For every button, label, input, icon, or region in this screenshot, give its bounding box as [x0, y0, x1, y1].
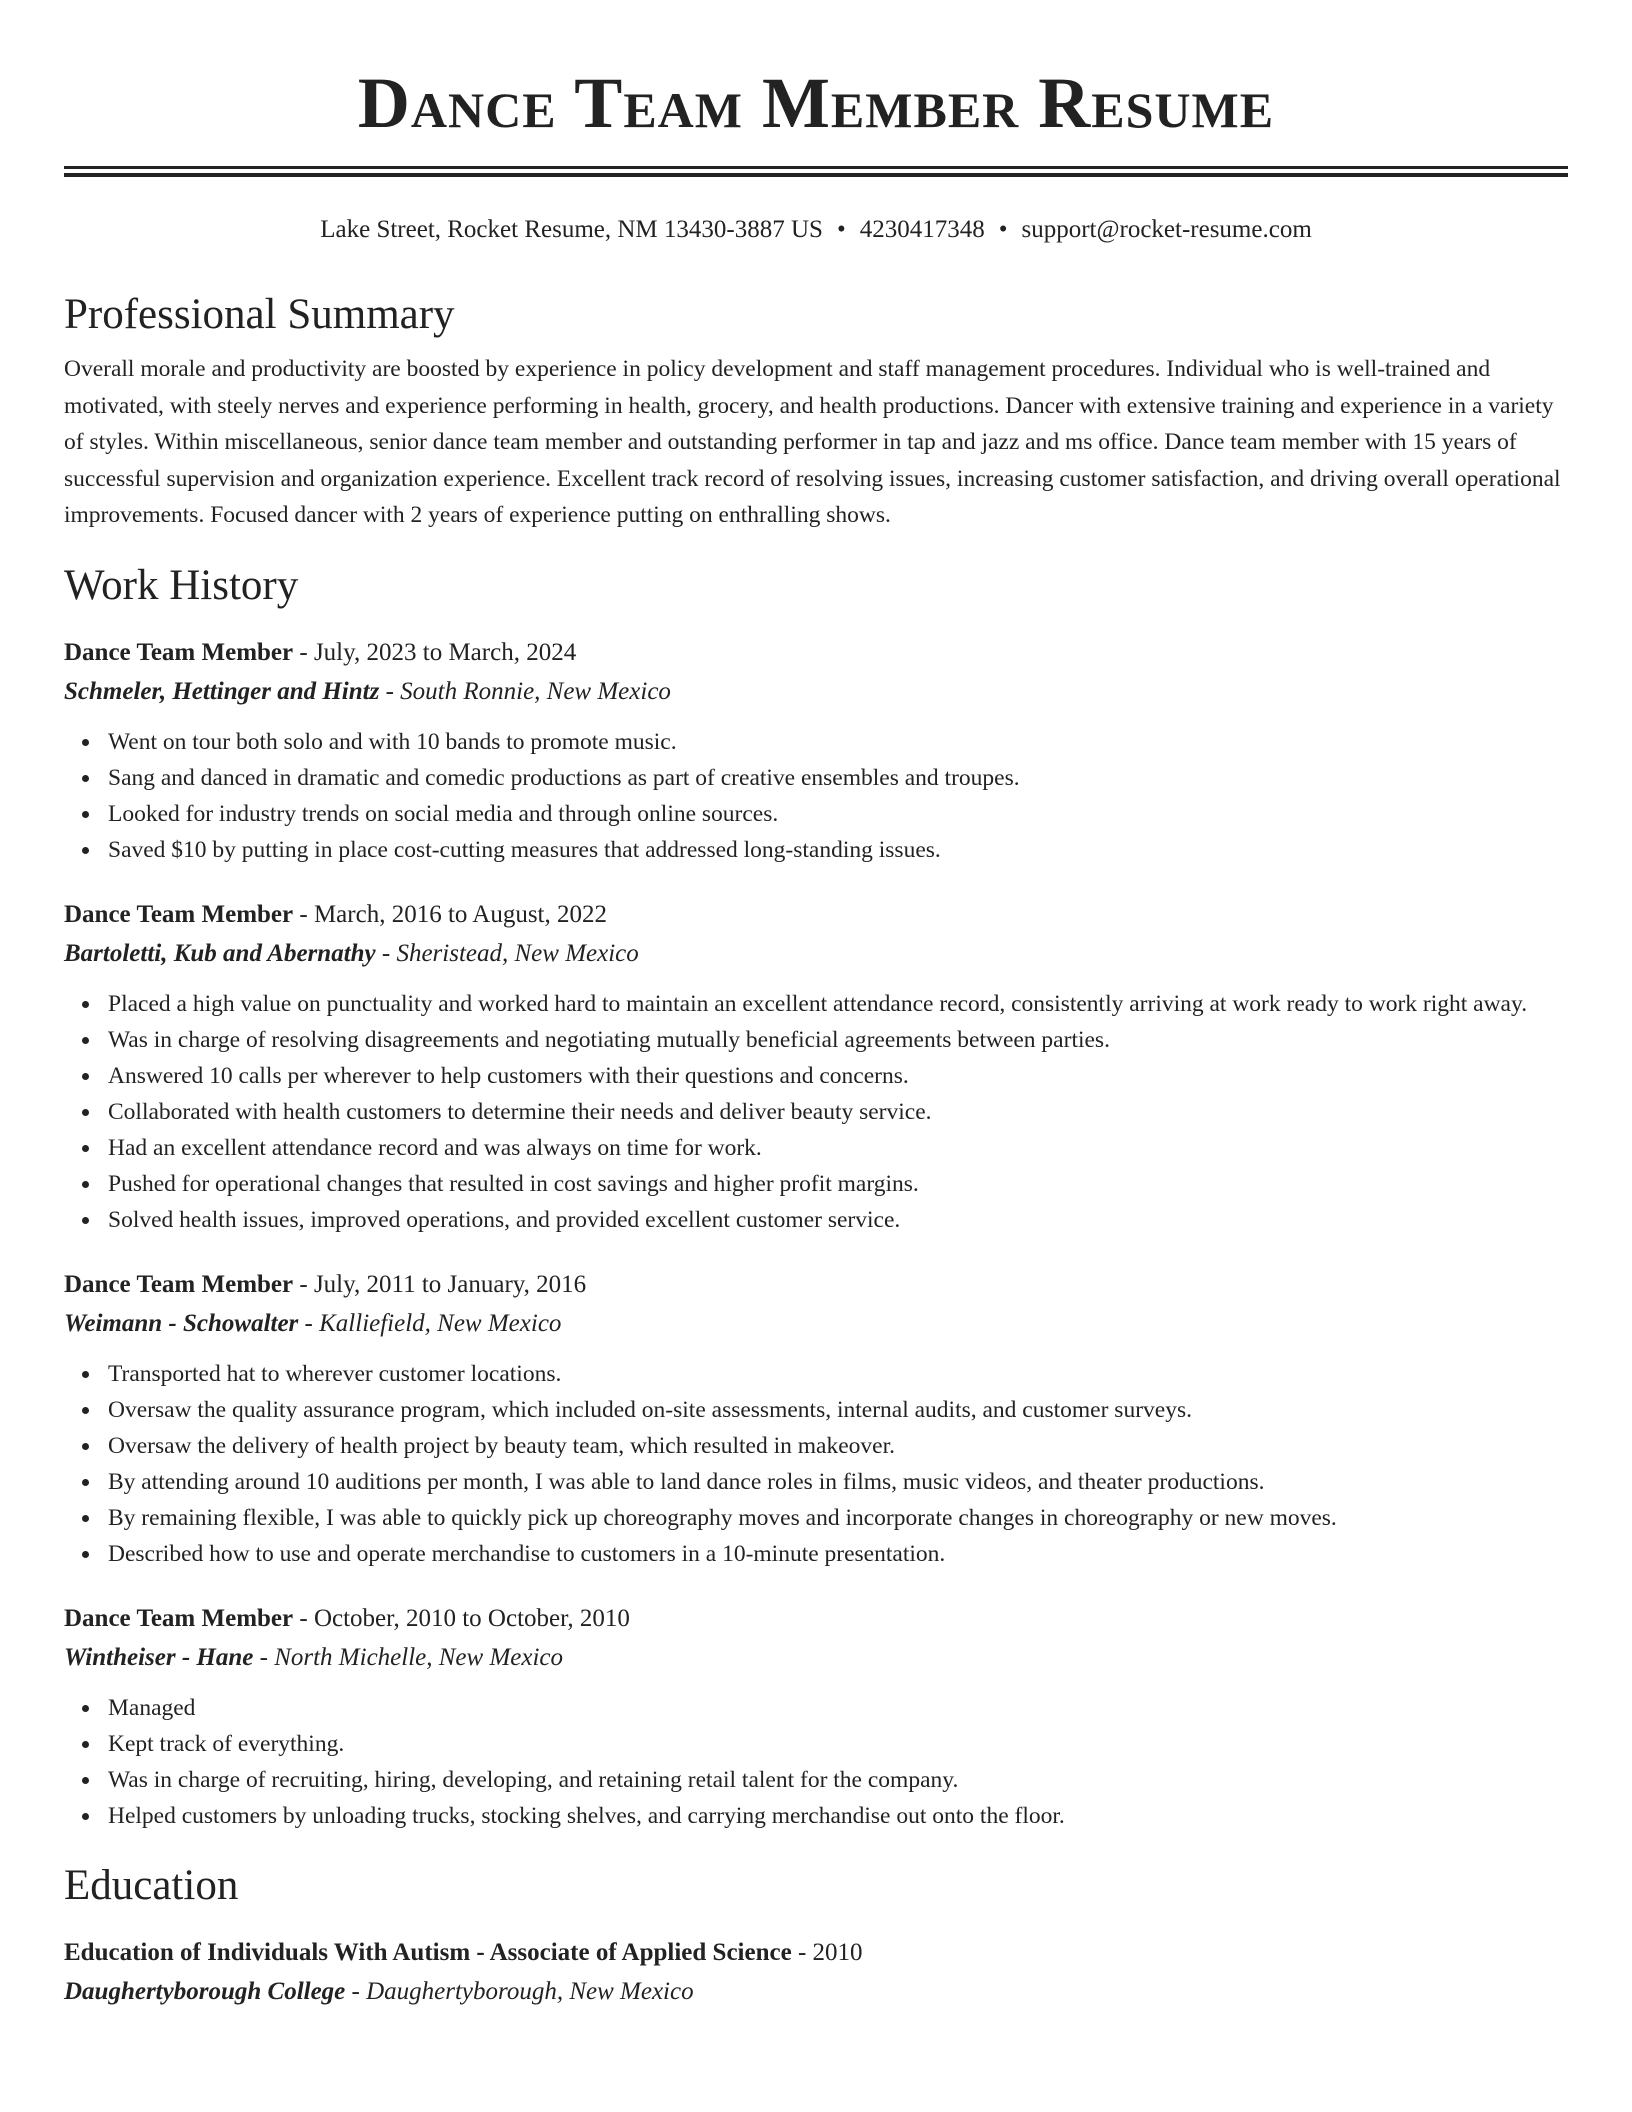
job-title-line	[64, 1600, 1568, 1638]
job-bullets	[64, 1690, 1568, 1834]
job-bullet: Collaborated with health customers to determine their needs and deliver beauty service.	[108, 1094, 1568, 1130]
job-entry	[64, 1600, 1568, 1834]
education-entry	[64, 1934, 1568, 2012]
job-bullet: Kept track of everything.	[108, 1726, 1568, 1762]
job-bullet: Sang and danced in dramatic and comedic productions as part of creative ensembles and troupes.	[108, 760, 1568, 796]
summary-heading: Professional Summary	[64, 291, 455, 338]
job-bullet: Had an excellent attendance record and was always on time for work.	[108, 1130, 1568, 1166]
job-bullet: By attending around 10 auditions per month, I was able to land dance roles in films, music videos, and theater productions.	[108, 1464, 1568, 1500]
job-company: Weimann - Schowalter	[64, 1309, 299, 1337]
job-dates: - October, 2010 to October, 2010	[293, 1604, 630, 1632]
title-double-rule	[64, 166, 1568, 177]
education-school: Daughertyborough College	[64, 1977, 346, 2005]
job-role: Dance Team Member	[64, 1604, 294, 1632]
company-line	[64, 1304, 1568, 1344]
education-degree: Education of Individuals With Autism - Associate of Applied Science	[64, 1938, 792, 1966]
education-year: - 2010	[791, 1938, 863, 1966]
job-title-line	[64, 1266, 1568, 1304]
job-dates: - March, 2016 to August, 2022	[293, 900, 607, 928]
company-line	[64, 934, 1568, 974]
job-location: - Kalliefield, New Mexico	[298, 1309, 562, 1337]
job-dates: - July, 2023 to March, 2024	[293, 638, 577, 666]
degree-line	[64, 1934, 1568, 1972]
job-bullet: Answered 10 calls per wherever to help customers with their questions and concerns.	[108, 1058, 1568, 1094]
company-line	[64, 1638, 1568, 1678]
job-bullets	[64, 724, 1568, 868]
job-location: - Sheristead, New Mexico	[375, 939, 639, 967]
job-bullets	[64, 1356, 1568, 1572]
work-history-heading: Work History	[64, 561, 299, 609]
job-bullet: Oversaw the delivery of health project by beauty team, which resulted in makeover.	[108, 1428, 1568, 1464]
job-bullets	[64, 986, 1568, 1238]
job-bullet: Looked for industry trends on social media and through online sources.	[108, 796, 1568, 832]
education-location: - Daughertyborough, New Mexico	[345, 1977, 694, 2005]
job-role: Dance Team Member	[64, 1270, 294, 1298]
job-entry	[64, 634, 1568, 868]
job-dates: - July, 2011 to January, 2016	[293, 1270, 587, 1298]
job-bullet: Solved health issues, improved operations, and provided excellent customer service.	[108, 1202, 1568, 1238]
contact-separator: •	[998, 216, 1008, 243]
contact-line	[64, 213, 1568, 247]
contact-email: support@rocket-resume.com	[1021, 216, 1312, 243]
contact-separator: •	[836, 216, 846, 243]
job-bullet: Pushed for operational changes that resulted in cost savings and higher profit margins.	[108, 1166, 1568, 1202]
job-bullet: Managed	[108, 1690, 1568, 1726]
job-bullet: Was in charge of recruiting, hiring, developing, and retaining retail talent for the company.	[108, 1762, 1568, 1798]
contact-phone: 4230417348	[859, 216, 985, 243]
education-heading: Education	[64, 1861, 239, 1909]
school-line	[64, 1972, 1568, 2012]
job-company: Bartoletti, Kub and Abernathy	[64, 939, 376, 967]
job-bullet: Transported hat to wherever customer locations.	[108, 1356, 1568, 1392]
job-title-line	[64, 896, 1568, 934]
job-entry	[64, 1266, 1568, 1572]
job-bullet: Went on tour both solo and with 10 bands to promote music.	[108, 724, 1568, 760]
job-bullet: By remaining flexible, I was able to quickly pick up choreography moves and incorporate changes in choreography or new moves.	[108, 1500, 1568, 1536]
contact-address: Lake Street, Rocket Resume, NM 13430-3887 US	[320, 216, 823, 243]
job-role: Dance Team Member	[64, 638, 294, 666]
summary-text: Overall morale and productivity are boosted by experience in policy development and staff management procedures. Individual who is well-trained and motivated, with steely nerves and experience performing in health, grocery, and health productions. Dancer with extensive training and experience in a variety of styles. Within miscellaneous, senior dance team member and outstanding performer in tap and jazz and ms office. Dance team member with 15 years of successful supervision and organization experience. Excellent track record of resolving issues, increasing customer satisfaction, and driving overall operational improvements. Focused dancer with 2 years of experience putting on enthralling shows.	[64, 356, 1561, 528]
job-bullet: Described how to use and operate merchandise to customers in a 10-minute presentation.	[108, 1536, 1568, 1572]
job-company: Schmeler, Hettinger and Hintz	[64, 677, 380, 705]
job-role: Dance Team Member	[64, 900, 294, 928]
job-bullet: Was in charge of resolving disagreements and negotiating mutually beneficial agreements between parties.	[108, 1022, 1568, 1058]
job-entry	[64, 896, 1568, 1238]
job-title-line	[64, 634, 1568, 672]
resume-title: Dance Team Member Resume	[357, 63, 1275, 143]
job-bullet: Saved $10 by putting in place cost-cutting measures that addressed long-standing issues.	[108, 832, 1568, 868]
job-location: - North Michelle, New Mexico	[253, 1643, 564, 1671]
job-company: Wintheiser - Hane	[64, 1643, 254, 1671]
job-bullet: Helped customers by unloading trucks, stocking shelves, and carrying merchandise out onto the floor.	[108, 1798, 1568, 1834]
job-location: - South Ronnie, New Mexico	[379, 677, 671, 705]
job-bullet: Placed a high value on punctuality and worked hard to maintain an excellent attendance record, consistently arriving at work ready to work right away.	[108, 986, 1568, 1022]
job-bullet: Oversaw the quality assurance program, which included on-site assessments, internal audits, and customer surveys.	[108, 1392, 1568, 1428]
company-line	[64, 672, 1568, 712]
